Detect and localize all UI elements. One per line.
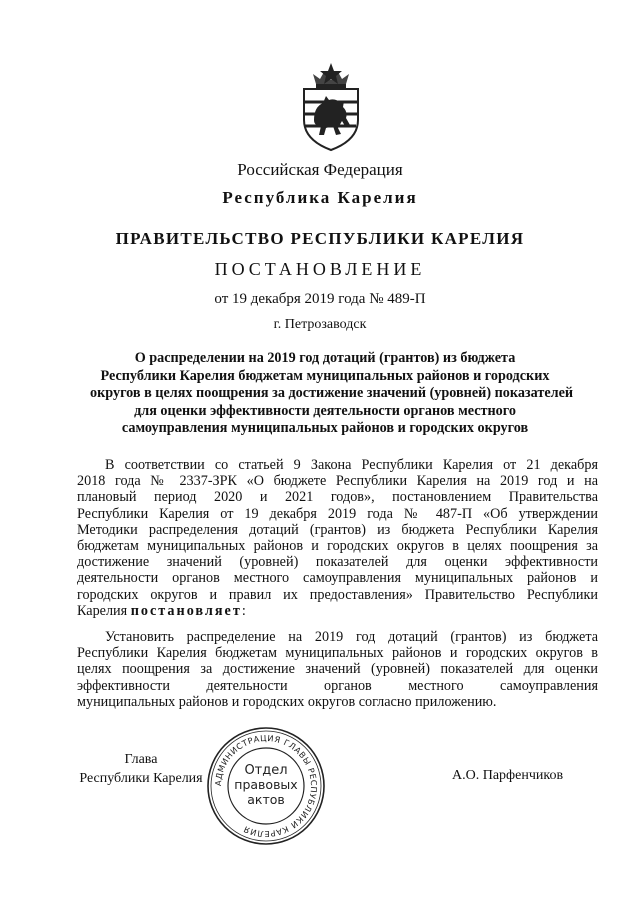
subject-line: для оценки эффективности деятельности органов местного bbox=[134, 402, 516, 419]
emblem-crown-bar bbox=[316, 84, 346, 88]
paragraph-line: бюджетам муниципальных районов и городских округов в целях поощрения за bbox=[77, 538, 598, 555]
signatory-title-line: Глава bbox=[124, 752, 158, 767]
subject-line: округов в целях поощрения за достижение значений (уровней) показателей bbox=[90, 385, 574, 401]
paragraph-line: достижение значений (уровней) показателей для оценки эффективности bbox=[77, 554, 598, 571]
coat-of-arms-emblem bbox=[296, 62, 366, 152]
resolves-word: постановляет bbox=[130, 602, 242, 619]
last-line-suffix: : bbox=[241, 602, 246, 619]
signatory-title bbox=[74, 750, 208, 788]
paragraph-line: деятельности органов местного самоуправления муниципальных районов и bbox=[77, 570, 598, 587]
stamp-text-line: Отдел bbox=[244, 763, 288, 778]
last-line-prefix: Карелия bbox=[77, 602, 131, 619]
paragraph-line: Методики распределения дотаций (грантов) из бюджета Республики Карелия bbox=[77, 521, 598, 538]
stamp-text-line: актов bbox=[247, 792, 285, 807]
paragraph-line: 2018 года № 2337-ЗРК «О бюджете Республики Карелия на 2019 год и на bbox=[77, 473, 598, 490]
document-city: г. Петрозаводск bbox=[273, 317, 367, 332]
government-name: ПРАВИТЕЛЬСТВО РЕСПУБЛИКИ КАРЕЛИЯ bbox=[115, 229, 525, 248]
paragraph-line: городских округов и правил их предоставления» Правительство Республики bbox=[77, 586, 598, 603]
paragraph-line: муниципальных районов и городских округов согласно приложению. bbox=[77, 693, 497, 710]
stamp-text-line: правовых bbox=[234, 777, 298, 792]
paragraph-line: Установить распределение на 2019 год дотаций (грантов) из бюджета bbox=[105, 629, 598, 645]
paragraph-line: плановый период 2020 и 2021 годов», постановлением Правительства bbox=[77, 489, 598, 506]
document-date-number: от 19 декабря 2019 года № 489-П bbox=[214, 291, 426, 307]
signatory-title-line: Республики Карелия bbox=[79, 771, 203, 786]
country-name: Российская Федерация bbox=[237, 160, 403, 179]
paragraph-line: Республики Карелия от 19 декабря 2019 года № 487-П «Об утверждении bbox=[77, 505, 598, 522]
paragraph-line: Республики Карелия бюджетам муниципальных районов и городских округов в bbox=[77, 645, 598, 662]
subject-line: О распределении на 2019 год дотаций (грантов) из бюджета bbox=[134, 350, 516, 366]
stamp-ring-text: АДМИНИСТРАЦИЯ ГЛАВЫ РЕСПУБЛИКИ КАРЕЛИЯ bbox=[212, 732, 320, 840]
document-subject bbox=[90, 350, 574, 438]
official-stamp bbox=[205, 725, 327, 847]
subject-line: самоуправления муниципальных районов и городских округов bbox=[121, 420, 529, 436]
document-type: ПОСТАНОВЛЕНИЕ bbox=[214, 259, 426, 279]
paragraph-line: целях поощрения за достижение значений (уровней) показателей для оценки bbox=[77, 661, 598, 678]
paragraph-last-line bbox=[77, 603, 598, 619]
paragraph-line: В соответствии со статьей 9 Закона Республики Карелия от 21 декабря bbox=[105, 457, 598, 473]
body-paragraph-1 bbox=[77, 457, 598, 619]
subject-line: Республики Карелия бюджетам муниципальных районов и городских bbox=[100, 367, 550, 384]
signatory-name: А.О. Парфенчиков bbox=[452, 768, 564, 783]
republic-name: Республика Карелия bbox=[222, 188, 418, 207]
body-paragraph-2 bbox=[77, 629, 598, 710]
paragraph-line: эффективности деятельности органов местного самоуправления bbox=[77, 677, 598, 694]
